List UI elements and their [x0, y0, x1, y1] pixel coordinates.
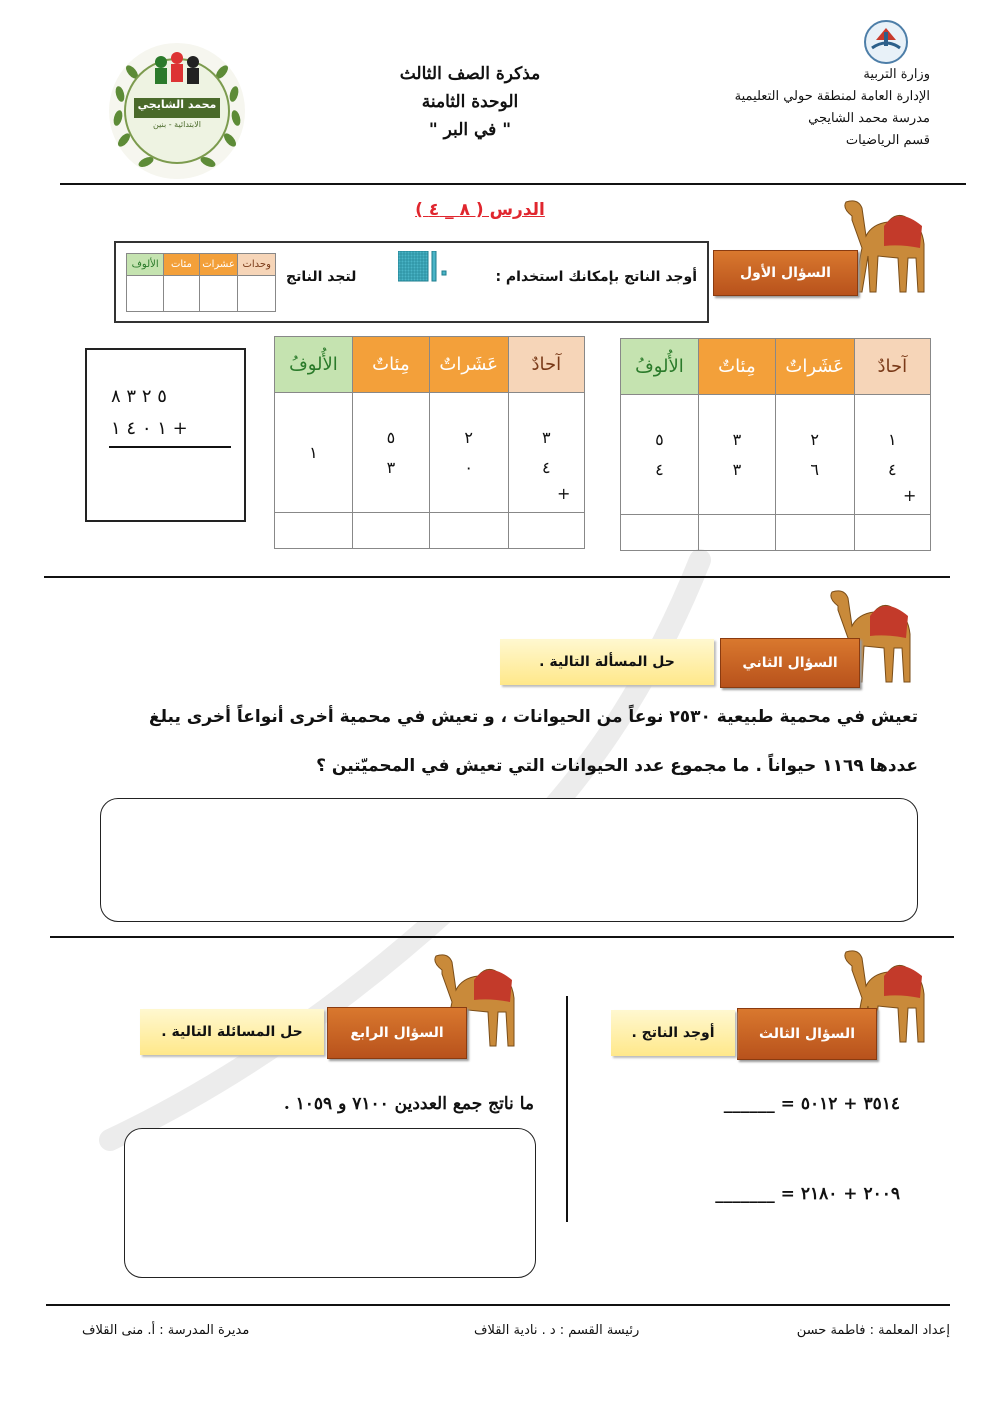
- sum-line: [109, 446, 231, 448]
- footer-head: رئيسة القسم : د . نادية القلاف: [474, 1323, 640, 1338]
- lesson-title: الدرس ( ٨ _ ٤ ): [415, 200, 545, 220]
- answer-cell[interactable]: [698, 515, 775, 551]
- unit-title: الوحدة الثامنة: [421, 92, 519, 112]
- thousands-cell: ١: [275, 393, 353, 513]
- footer-principal: مديرة المدرسة : أ. منى القلاف: [82, 1323, 250, 1338]
- base-ten-blocks-icon: [398, 251, 450, 285]
- answer-cell[interactable]: [352, 513, 429, 549]
- answer-cell[interactable]: [854, 515, 930, 551]
- question-1-prompt: أوجد الناتج بإمكانك استخدام :: [495, 269, 697, 285]
- answer-cell[interactable]: [429, 513, 508, 549]
- directorate-name: الإدارة العامة لمنطقة حولي التعليمية: [734, 89, 930, 104]
- header-hundreds: مِئاتٌ: [352, 337, 429, 393]
- place-value-table-1: [620, 338, 931, 551]
- footer-divider: [46, 1304, 950, 1306]
- plus-sign: +: [557, 484, 571, 503]
- department-name: قسم الرياضيات: [845, 133, 930, 148]
- question-2-label: السؤال الثاني: [720, 638, 860, 688]
- answer-cell[interactable]: [775, 515, 854, 551]
- question-4-task: حل المسائلة التالية .: [140, 1009, 324, 1055]
- question-2-line-2: عددها ١١٦٩ حيواناً . ما مجموع عدد الحيوانات التي تعيش في المحميّتين ؟: [316, 756, 918, 776]
- mini-header-tens: عشرات: [199, 254, 238, 276]
- place-value-table-2: [274, 336, 585, 549]
- tens-cell: ٢ ٠: [429, 393, 508, 513]
- question-2-answer-box[interactable]: [100, 798, 918, 922]
- addend-top: ٥ ٢ ٣ ٨: [111, 386, 167, 407]
- unit-name: " في البر ": [428, 120, 512, 140]
- ministry-emblem-icon: [862, 18, 910, 66]
- footer-teacher: إعداد المعلمة : فاطمة حسن: [796, 1323, 950, 1338]
- header-hundreds: مِئاتٌ: [698, 339, 775, 395]
- mini-header-thousands: الألوف: [127, 254, 164, 276]
- ministry-name: وزارة التربية: [863, 67, 930, 82]
- answer-cell[interactable]: [621, 515, 699, 551]
- question-1-label: السؤال الأول: [713, 250, 858, 296]
- addend-bottom: ١ ٠ ٤ ١ +: [111, 418, 188, 439]
- hundreds-cell: ٣ ٣: [698, 395, 775, 515]
- header-thousands: الأُلوفُ: [621, 339, 699, 395]
- logo-school-name: محمد الشايجي: [137, 98, 217, 111]
- section-divider-2: [50, 936, 954, 938]
- mini-header-ones: وحدات: [238, 254, 276, 276]
- ones-cell: ٣ ٤: [508, 393, 584, 513]
- worksheet-title-block: [360, 60, 580, 144]
- mini-header-hundreds: مئات: [164, 254, 199, 276]
- header-info: [735, 64, 930, 152]
- equation-1: ٣٥١٤ + ٥٠١٢ = ______: [723, 1094, 900, 1114]
- header-ones: آحادٌ: [854, 339, 930, 395]
- answer-cell[interactable]: [508, 513, 584, 549]
- header-divider: [60, 183, 966, 185]
- ones-cell: ١ ٤: [854, 395, 930, 515]
- question-3-label: السؤال الثالث: [737, 1008, 877, 1060]
- question-2-task: حل المسألة التالية .: [500, 639, 714, 685]
- question-4-label: السؤال الرابع: [327, 1007, 467, 1059]
- mini-place-value-table: [126, 253, 276, 312]
- question-3-task: أوجد الناتج .: [611, 1010, 735, 1056]
- question-4-answer-box[interactable]: [124, 1128, 536, 1278]
- hundreds-cell: ٥ ٣: [352, 393, 429, 513]
- question-4-text: ما ناتج جمع العددين ٧١٠٠ و ١٠٥٩ .: [283, 1094, 534, 1114]
- tens-cell: ٢ ٦: [775, 395, 854, 515]
- header-ones: آحادٌ: [508, 337, 584, 393]
- header-thousands: الأُلوفُ: [275, 337, 353, 393]
- worksheet-title: مذكرة الصف الثالث: [399, 64, 541, 84]
- answer-cell[interactable]: [275, 513, 353, 549]
- plus-sign: +: [903, 486, 917, 505]
- equation-2: ٢٠٠٩ + ٢١٨٠ = _______: [715, 1184, 900, 1204]
- header-tens: عَشَراتٌ: [429, 337, 508, 393]
- section-divider-1: [44, 576, 950, 578]
- vertical-addition-box: [85, 348, 246, 522]
- header-tens: عَشَراتٌ: [775, 339, 854, 395]
- school-name: مدرسة محمد الشايجي: [808, 111, 930, 126]
- column-divider: [566, 996, 568, 1222]
- school-logo: [106, 40, 248, 182]
- question-1-prompt-end: لتجد الناتج: [286, 269, 357, 285]
- question-2-line-1: تعيش في محمية طبيعية ٢٥٣٠ نوعاً من الحيوانات ، و تعيش في محمية أخرى أنواعاً أخرى يبلغ: [148, 707, 918, 727]
- question-1-instruction-box: [114, 241, 709, 323]
- thousands-cell: ٥ ٤: [621, 395, 699, 515]
- logo-stage: الابتدائية - بنين: [153, 120, 201, 129]
